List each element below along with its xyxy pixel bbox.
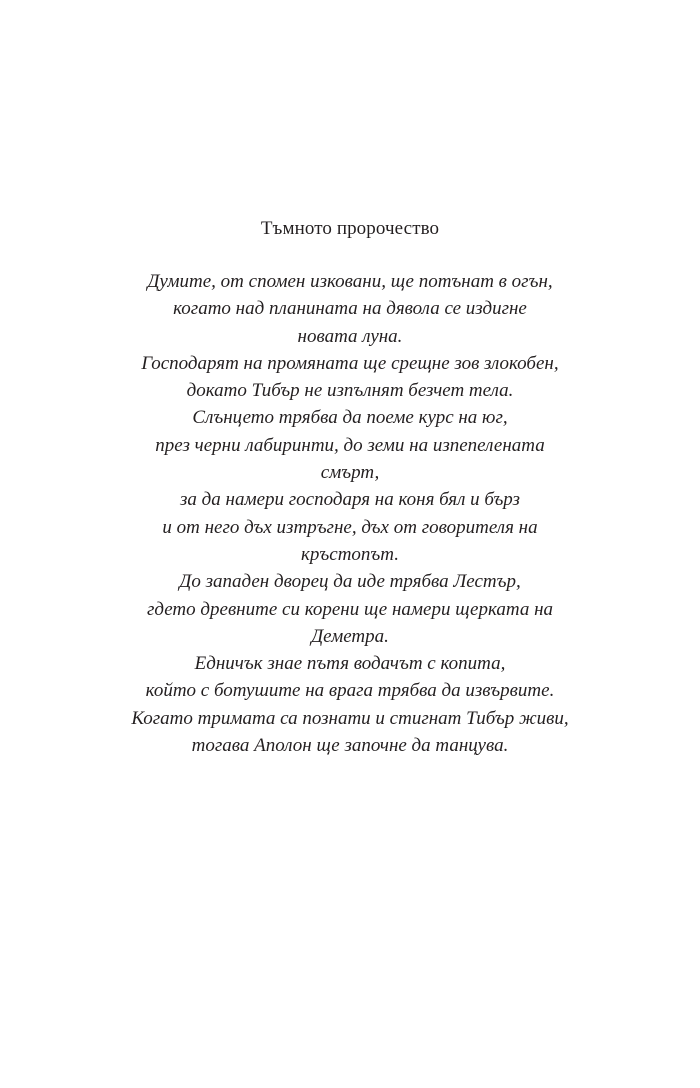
poem-line: кръстопът.: [301, 543, 399, 565]
poem-line: докато Тибър не изпълнят безчет тела.: [186, 380, 514, 402]
poem-line: тогава Аполон ще започне да танцува.: [191, 735, 509, 757]
poem-line: Думите, от спомен изковани, ще потънат в огън,: [147, 271, 553, 292]
poem-line: Едничък знае пътя водачът с копита,: [194, 653, 506, 675]
poem-line: Деметра.: [311, 625, 389, 647]
poem-line: през черни лабиринти, до земи на изпепелената: [155, 434, 545, 456]
poem-line: Когато тримата са познати и стигнат Тибър живи,: [131, 707, 569, 729]
page-title: Тъмното пророчество: [260, 218, 440, 239]
poem-line: Слънцето трябва да поеме курс на юг,: [192, 407, 508, 429]
poem-line: новата луна.: [297, 325, 403, 347]
poem-line: за да намери господаря на коня бял и бърз: [180, 489, 520, 511]
poem-line: гдето древните си корени ще намери щерката на: [146, 598, 553, 620]
poem-line: който с ботушите на врага трябва да извървите.: [145, 680, 555, 702]
poem-line: До западен дворец да иде трябва Лестър,: [179, 571, 521, 593]
poem-line: смърт,: [320, 462, 380, 484]
poem-body: [80, 268, 620, 759]
poem-line: и от него дъх изтръгне, дъх от говорителя на: [162, 516, 538, 538]
poem-line: Господарят на промяната ще срещне зов злокобен,: [141, 352, 559, 374]
poem-line: когато над планината на дявола се издигне: [173, 298, 527, 320]
